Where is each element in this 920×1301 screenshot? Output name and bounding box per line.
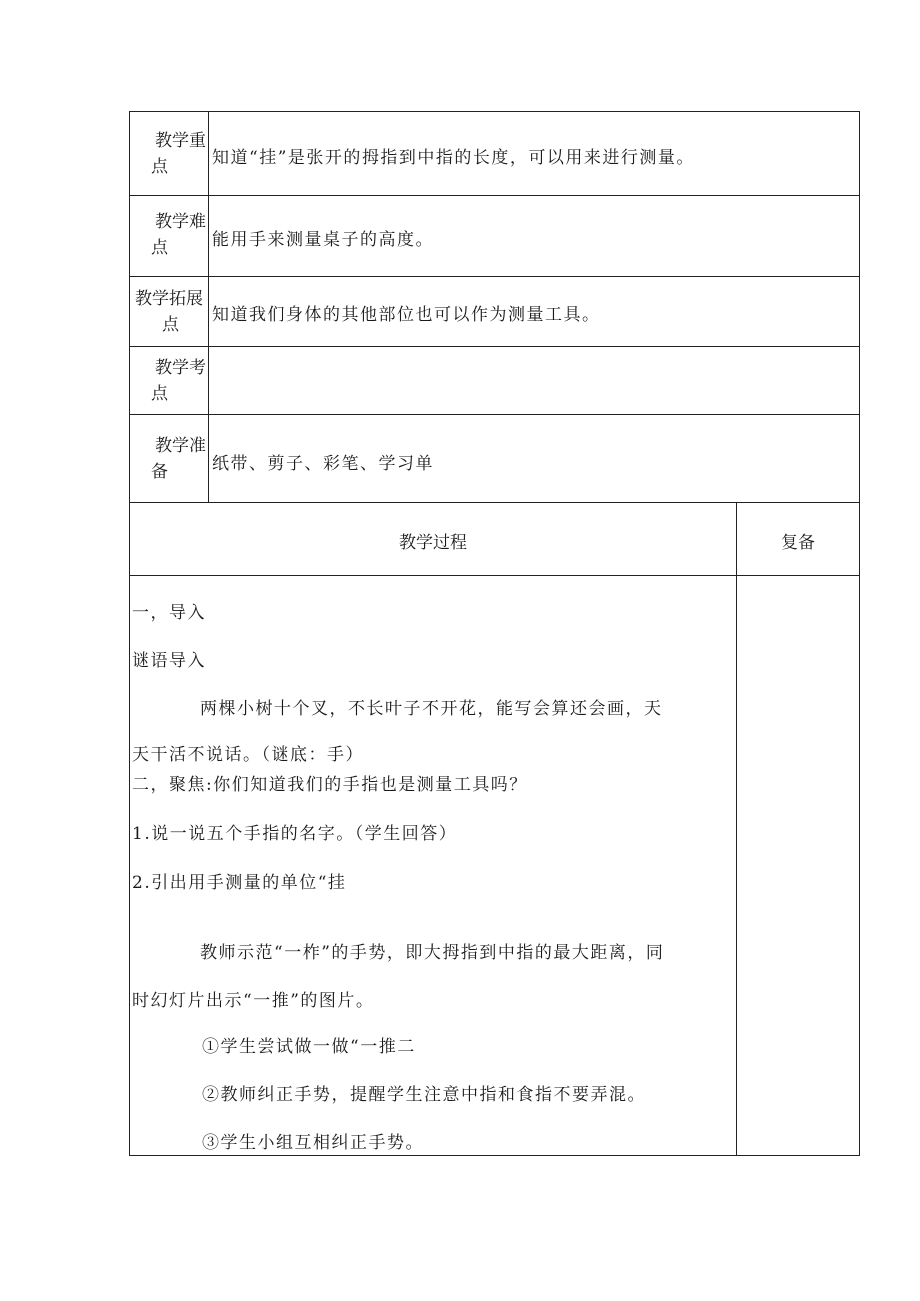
row-label-line2: 点 <box>151 238 168 258</box>
process-line: 时幻灯片出示“一推”的图片。 <box>132 991 375 1011</box>
side-column-divider <box>736 502 737 1156</box>
process-line: 二，聚焦:你们知道我们的手指也是测量工具吗？ <box>132 775 528 795</box>
row-label-line2: 点 <box>151 384 168 404</box>
row-divider <box>130 276 859 277</box>
process-line: ①学生尝试做一做“一推二 <box>202 1037 416 1057</box>
process-line: 谜语导入 <box>132 651 206 671</box>
row-label-exam-points <box>130 355 208 407</box>
process-line: 天干活不说话。（谜底：手） <box>132 745 364 765</box>
row-divider <box>130 414 859 415</box>
row-label-line1: 教学拓展 <box>135 289 203 309</box>
row-label-line1: 教学考 <box>155 358 206 378</box>
row-divider <box>130 195 859 196</box>
process-line: 两棵小树十个叉，不长叶子不开花，能写会算还会画，天 <box>200 699 663 719</box>
row-label-line2: 备 <box>151 462 168 482</box>
row-label-line1: 教学准 <box>155 436 206 456</box>
row-divider <box>130 346 859 347</box>
process-line: 2.引出用手测量的单位“挂 <box>132 873 347 893</box>
row-label-difficult-points <box>130 209 208 261</box>
row-label-key-points <box>130 128 208 180</box>
label-column-divider <box>208 112 209 502</box>
row-label-preparation <box>130 433 208 485</box>
lesson-plan-table <box>129 111 860 1156</box>
row-value-preparation: 纸带、剪子、彩笔、学习单 <box>212 454 434 474</box>
row-value-difficult-points: 能用手来测量桌子的高度。 <box>212 230 434 250</box>
row-divider <box>130 502 859 503</box>
process-line: ③学生小组互相纠正手势。 <box>202 1133 424 1153</box>
process-line: 1.说一说五个手指的名字。（学生回答） <box>132 824 458 844</box>
row-label-line1: 教学难 <box>155 212 206 232</box>
process-line: ②教师纠正手势，提醒学生注意中指和食指不要弄混。 <box>202 1085 646 1105</box>
row-label-line1: 教学重 <box>155 131 206 151</box>
row-value-key-points: 知道“挂”是张开的拇指到中指的长度，可以用来进行测量。 <box>212 148 695 168</box>
process-header-title: 教学过程 <box>399 533 467 553</box>
process-line: 教师示范“一柞”的手势，即大拇指到中指的最大距离，同 <box>200 943 665 963</box>
row-divider <box>130 575 859 576</box>
row-label-line2: 点 <box>162 315 179 335</box>
process-header-side: 复备 <box>781 533 815 553</box>
row-value-extension-points: 知道我们身体的其他部位也可以作为测量工具。 <box>212 305 601 325</box>
row-label-extension-points <box>130 286 208 338</box>
row-label-line2: 点 <box>151 157 168 177</box>
process-line: 一，导入 <box>132 603 206 623</box>
